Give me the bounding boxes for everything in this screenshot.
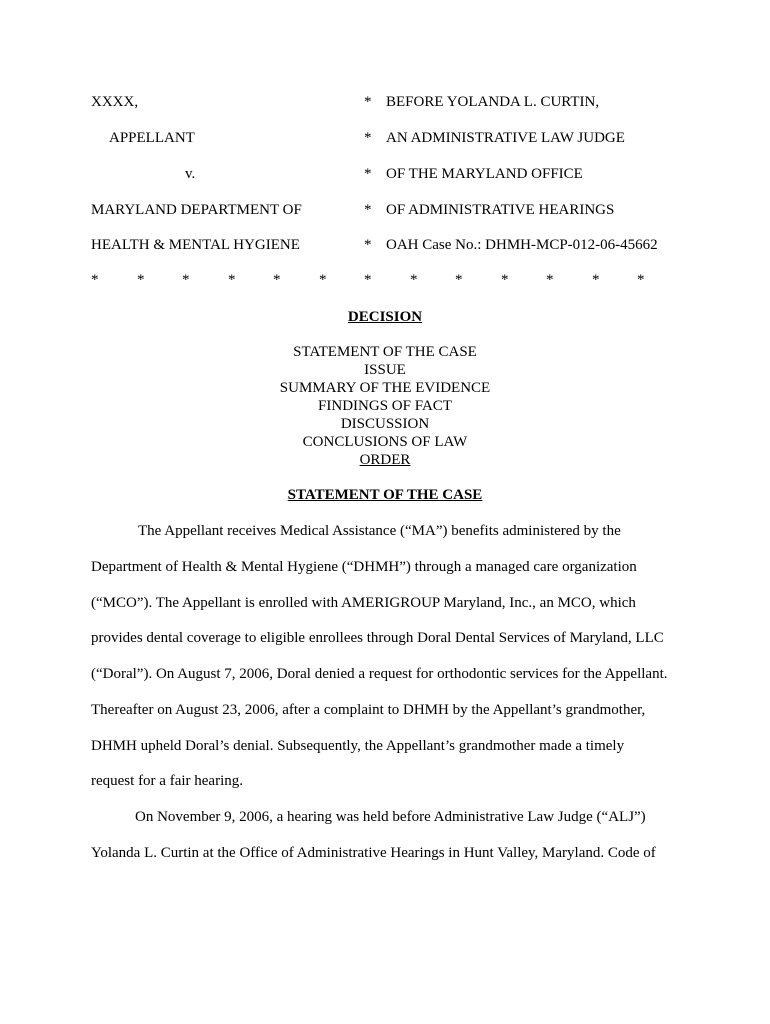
caption-left-1: XXXX,	[91, 94, 139, 110]
divider-star: *	[592, 272, 600, 288]
caption-left-5: HEALTH & MENTAL HYGIENE	[91, 237, 300, 253]
contents-item: STATEMENT OF THE CASE	[293, 344, 477, 360]
star-divider	[0, 271, 770, 289]
body-line: Thereafter on August 23, 2006, after a complaint to DHMH by the Appellant’s grandmother,	[91, 702, 646, 718]
body-line: (“MCO”). The Appellant is enrolled with AMERIGROUP Maryland, Inc., an MCO, which	[91, 595, 636, 611]
caption-right-3: OF THE MARYLAND OFFICE	[386, 166, 583, 182]
caption-left-4: MARYLAND DEPARTMENT OF	[91, 202, 302, 218]
caption-star-4: *	[364, 202, 372, 218]
divider-star: *	[637, 272, 645, 288]
contents-item: CONCLUSIONS OF LAW	[302, 434, 468, 450]
section-heading: STATEMENT OF THE CASE	[287, 487, 483, 503]
caption-star-3: *	[364, 166, 372, 182]
divider-star: *	[182, 272, 190, 288]
body-line: DHMH upheld Doral’s denial. Subsequently, the Appellant’s grandmother made a timely	[91, 738, 625, 754]
contents-item: ORDER	[359, 452, 411, 468]
body-line: request for a fair hearing.	[91, 773, 244, 789]
divider-star: *	[410, 272, 418, 288]
body-line: Department of Health & Mental Hygiene (“DHMH”) through a managed care organization	[91, 559, 637, 575]
divider-star: *	[546, 272, 554, 288]
body-line: On November 9, 2006, a hearing was held before Administrative Law Judge (“ALJ”)	[135, 809, 646, 825]
caption-right-4: OF ADMINISTRATIVE HEARINGS	[386, 202, 615, 218]
contents-item: DISCUSSION	[340, 416, 430, 432]
divider-star: *	[501, 272, 509, 288]
divider-star: *	[455, 272, 463, 288]
divider-star: *	[91, 272, 99, 288]
body-line: The Appellant receives Medical Assistance (“MA”) benefits administered by the	[138, 523, 621, 539]
contents-item: FINDINGS OF FACT	[318, 398, 452, 414]
divider-star: *	[228, 272, 236, 288]
body-line: Yolanda L. Curtin at the Office of Administrative Hearings in Hunt Valley, Maryland. Code of	[91, 845, 656, 861]
decision-heading: DECISION	[347, 309, 423, 325]
caption-right-5: OAH Case No.: DHMH-MCP-012-06-45662	[386, 237, 658, 253]
caption-left-2: APPELLANT	[109, 130, 195, 146]
caption-left-3: v.	[185, 166, 196, 182]
divider-star: *	[364, 272, 372, 288]
caption-right-1: BEFORE YOLANDA L. CURTIN,	[386, 94, 600, 110]
body-line: (“Doral”). On August 7, 2006, Doral denied a request for orthodontic services for the Appellant.	[91, 666, 668, 682]
caption-star-2: *	[364, 130, 372, 146]
contents-item: SUMMARY OF THE EVIDENCE	[279, 380, 491, 396]
divider-star: *	[137, 272, 145, 288]
caption-star-1: *	[364, 94, 372, 110]
caption-star-5: *	[364, 237, 372, 253]
body-line: provides dental coverage to eligible enrollees through Doral Dental Services of Maryland, LLC	[91, 630, 664, 646]
divider-star: *	[273, 272, 281, 288]
divider-star: *	[319, 272, 327, 288]
caption-right-2: AN ADMINISTRATIVE LAW JUDGE	[386, 130, 625, 146]
contents-item: ISSUE	[364, 362, 406, 378]
